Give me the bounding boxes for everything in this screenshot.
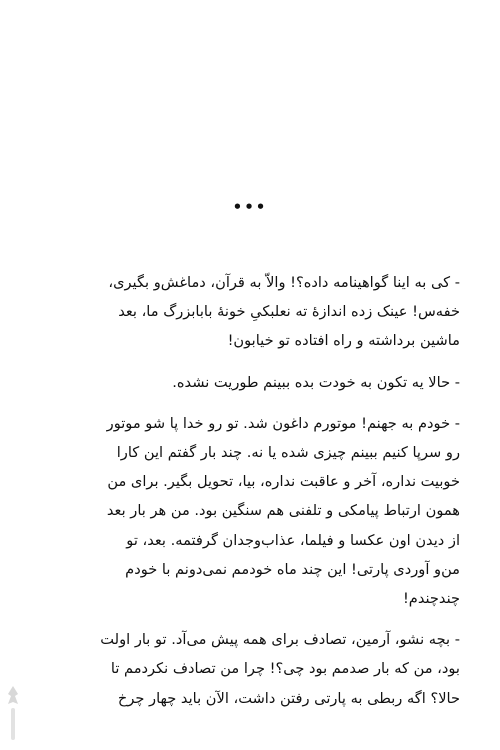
dialogue-paragraph-3: - خودم به جهنم! موتورم داغون شد. تو رو خدا پا شو موتور رو سرپا کنیم ببینم چیزی شده یا نه. چند بار گفتم این کارا خوبیت نداره، آخر و عاقبت نداره، بیا، تحویل بگیر. برای من همون ارتباط پیامکی و تلفنی هم سنگین بود. من هر بار بعد از دیدن اون عکسا و فیلما، عذاب‌وجدان گرفتمه. بعد، تو من‌و آوردی پارتی! این چند ماه خودمم نمی‌دونم با خودم چندچندم! xyxy=(106,414,460,608)
dialogue-text xyxy=(50,268,460,725)
section-separator: ••• xyxy=(232,198,268,216)
dialogue-paragraph-1: - کی به اینا گواهینامه داده؟! والاّ به قرآن، دماغش‌و بگیری، خفه‌س! عینک زده اندازهٔ ته نعلبکیِ خونهٔ بابابزرگ ما، بعد ماشین برداشته و راه افتاده تو خیابون! xyxy=(108,274,460,350)
dialogue-paragraph-4: - بچه نشو، آرمین، تصادف برای همه پیش می‌آد. تو بار اولت بود، من که بار صدمم بود چی؟! چرا من تصادف نکردمم تا حالا؟ اگه ربطی به پارتی رفتن داشت، الآن باید چهار چرخ xyxy=(100,631,460,707)
dialogue-paragraph-2: - حالا یه تکون به خودت بده ببینم طوریت نشده. xyxy=(172,373,460,391)
publisher-watermark-icon xyxy=(6,684,20,744)
